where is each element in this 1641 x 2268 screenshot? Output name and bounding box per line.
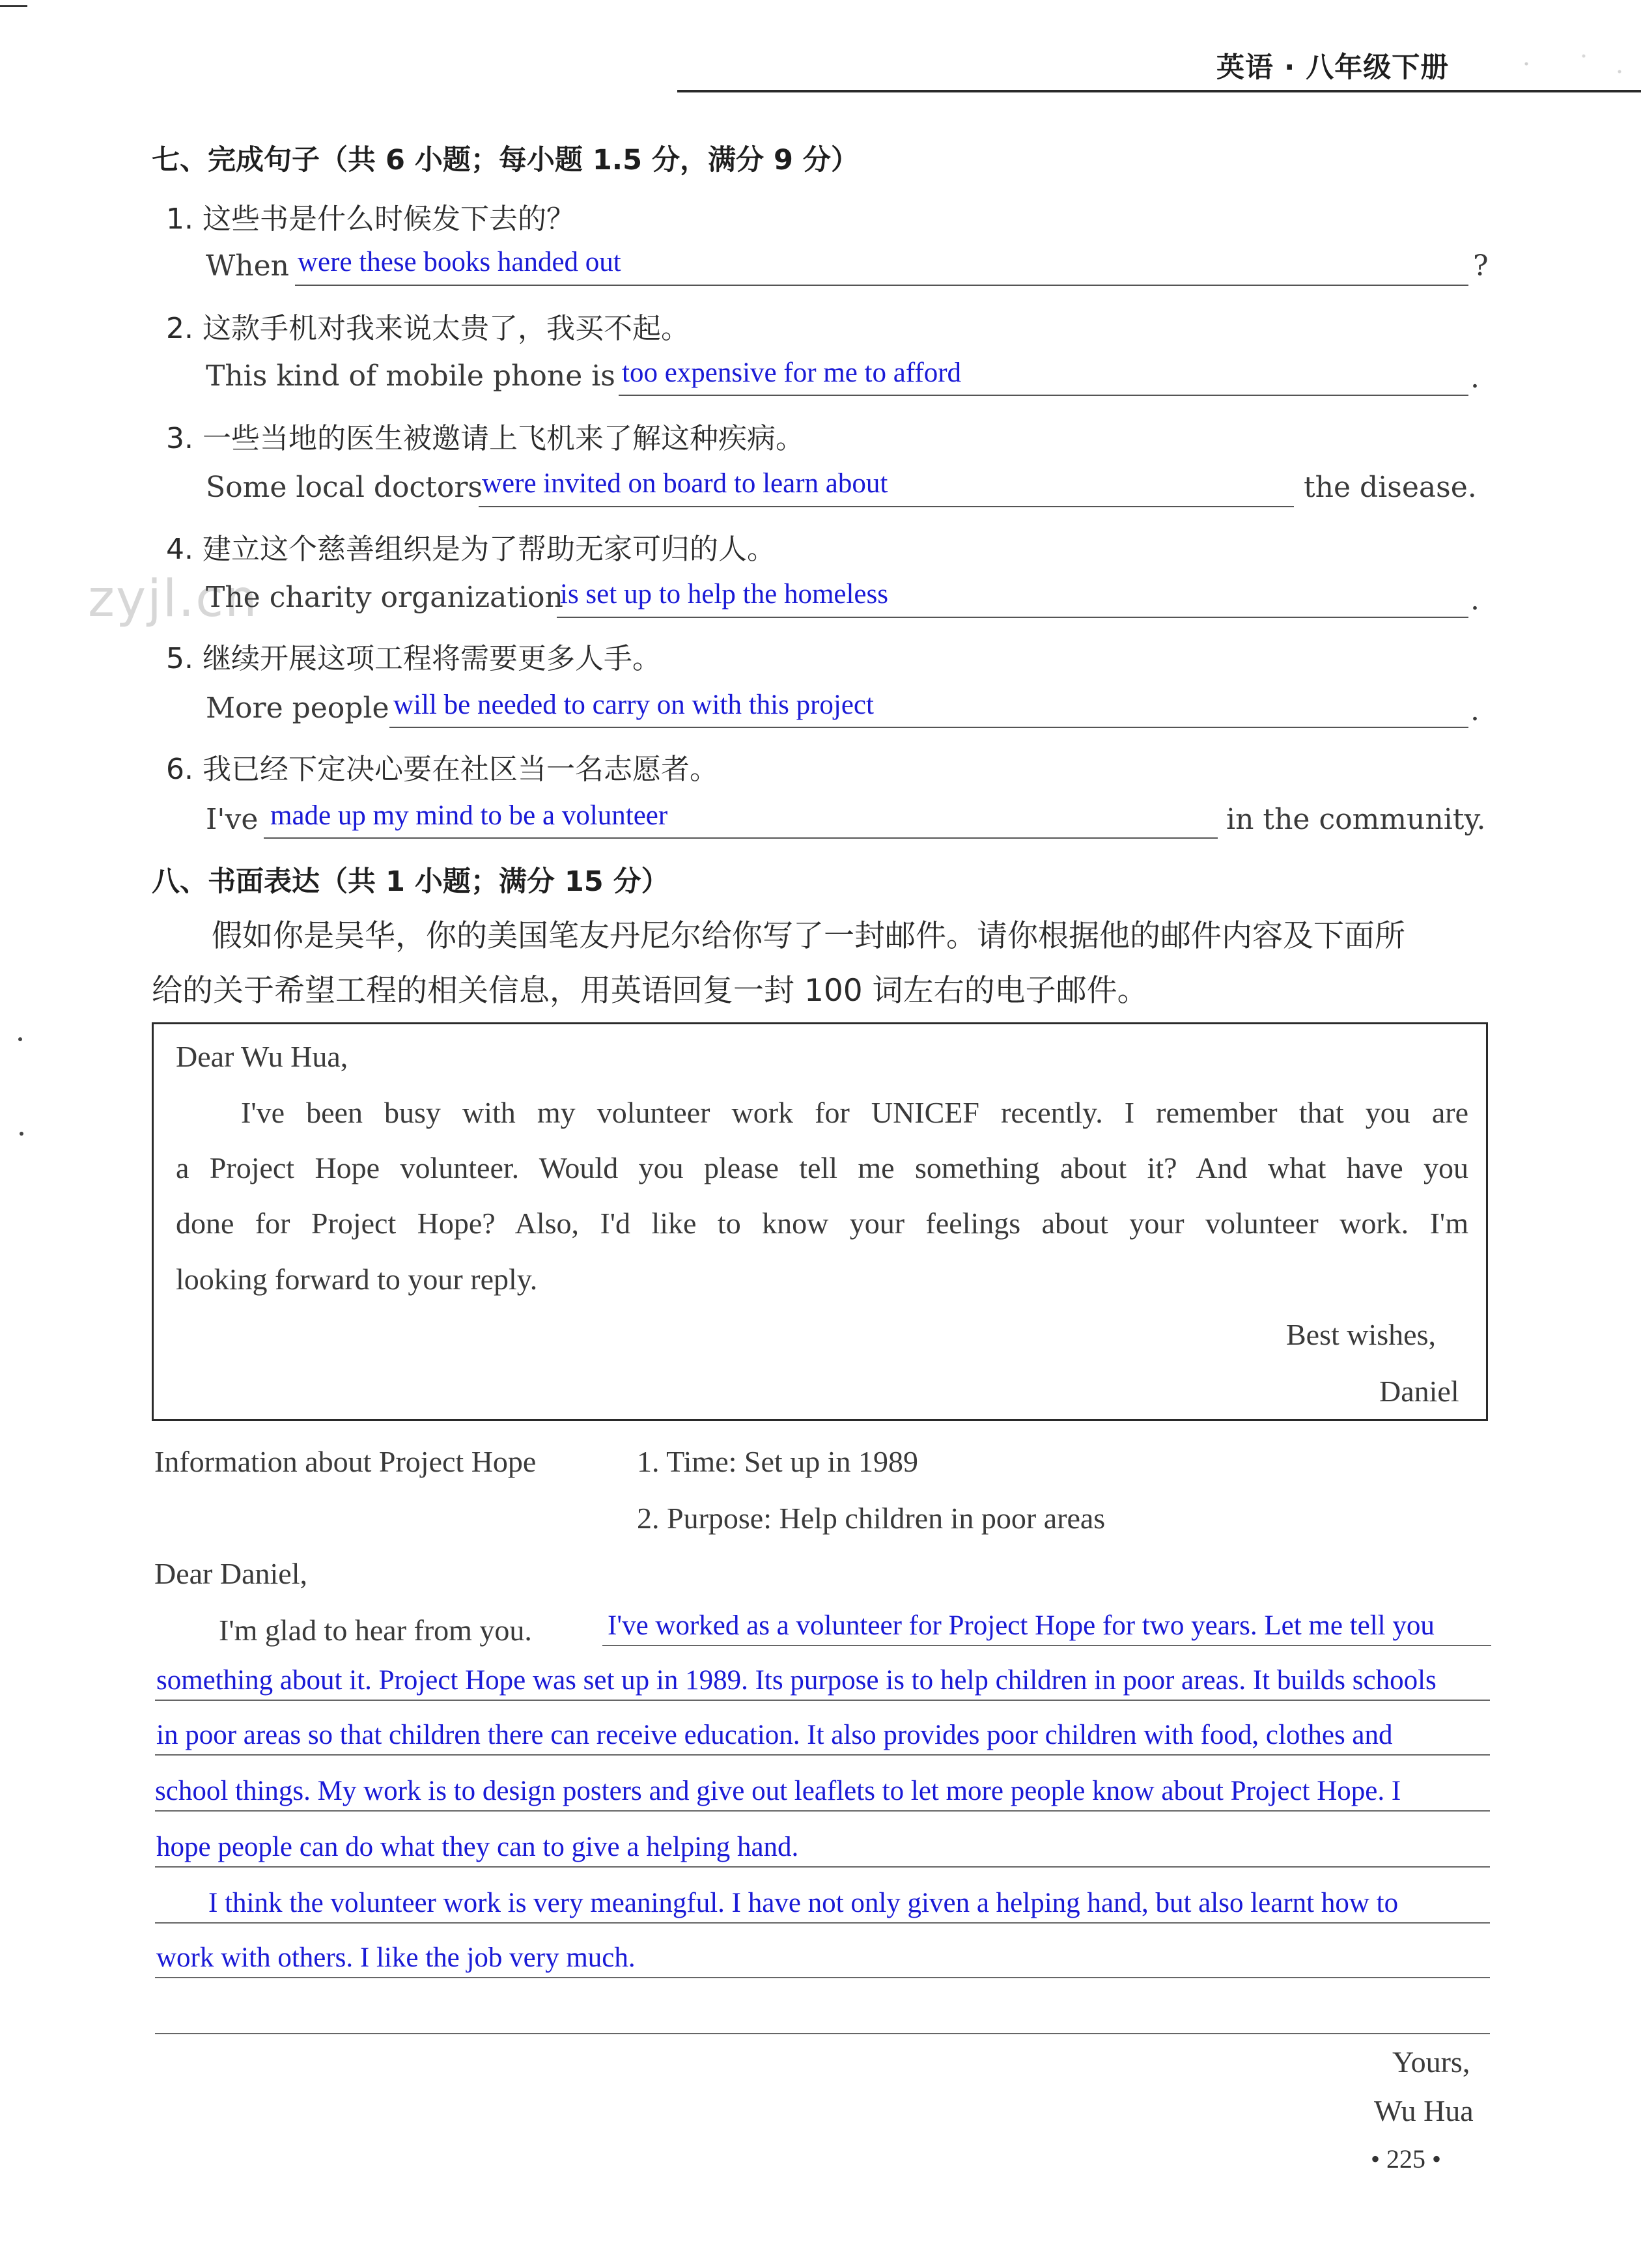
- question-5-suffix: .: [1470, 694, 1480, 727]
- reply-answer-line: in poor areas so that children there can receive education. It also provides poor children with food, clothes and: [156, 1720, 1393, 1750]
- question-4-prefix: The charity organization: [206, 581, 563, 614]
- answer-underline: [264, 837, 1218, 839]
- writing-line: [155, 1922, 1490, 1924]
- question-1-prefix: When: [206, 249, 289, 283]
- info-time: 1. Time: Set up in 1989: [637, 1445, 918, 1478]
- reply-closing: Yours,: [1392, 2045, 1470, 2079]
- answer-underline: [295, 285, 1468, 286]
- question-1-answer: were these books handed out: [298, 247, 621, 277]
- answer-underline: [479, 506, 1294, 507]
- reply-signature: Wu Hua: [1374, 2094, 1474, 2127]
- question-3-suffix: the disease.: [1304, 471, 1477, 504]
- watermark: zyjl.cn: [88, 570, 259, 628]
- writing-prompt-line-2: 给的关于希望工程的相关信息，用英语回复一封 100 词左右的电子邮件。: [152, 973, 1148, 1009]
- letter-greeting: Dear Wu Hua,: [176, 1040, 348, 1073]
- question-1-chinese: 1. 这些书是什么时候发下去的？: [166, 203, 575, 236]
- page-number: • 225 •: [1371, 2144, 1442, 2174]
- question-6-suffix: in the community.: [1226, 803, 1486, 836]
- question-5-chinese: 5. 继续开展这项工程将需要更多人手。: [166, 642, 661, 675]
- question-3-chinese: 3. 一些当地的医生被邀请上飞机来了解这种疾病。: [166, 422, 804, 455]
- writing-line: [155, 1866, 1490, 1868]
- answer-underline: [389, 727, 1468, 728]
- question-3-prefix: Some local doctors: [206, 471, 483, 504]
- section-8-title: 八、书面表达（共 1 小题；满分 15 分）: [152, 865, 669, 898]
- running-header: 英语 · 八年级下册: [1216, 51, 1450, 84]
- question-4-chinese: 4. 建立这个慈善组织是为了帮助无家可归的人。: [166, 533, 776, 566]
- reply-greeting: Dear Daniel,: [154, 1557, 307, 1590]
- header-rule: [677, 90, 1641, 92]
- question-6-answer: made up my mind to be a volunteer: [270, 800, 668, 831]
- writing-line: [602, 1645, 1491, 1646]
- question-2-answer: too expensive for me to afford: [622, 357, 962, 388]
- question-2-suffix: .: [1470, 361, 1480, 395]
- scan-speckle: [1498, 44, 1641, 83]
- margin-dot: [20, 1132, 23, 1136]
- writing-prompt-line-1: 假如你是吴华，你的美国笔友丹尼尔给你写了一封邮件。请你根据他的邮件内容及下面所: [212, 918, 1405, 954]
- question-5-answer: will be needed to carry on with this project: [393, 690, 874, 720]
- writing-line: [155, 1700, 1490, 1701]
- question-3-answer: were invited on board to learn about: [482, 468, 888, 499]
- question-5-prefix: More people: [206, 692, 389, 725]
- writing-line: [155, 1754, 1490, 1756]
- reply-answer-line: school things. My work is to design posters and give out leaflets to let more people know about Project Hope. I: [155, 1776, 1401, 1806]
- question-2-chinese: 2. 这款手机对我来说太贵了，我买不起。: [166, 312, 690, 345]
- question-2-prefix: This kind of mobile phone is: [206, 359, 615, 393]
- reply-answer-line: I think the volunteer work is very meaningful. I have not only given a helping hand, but also learnt how to: [208, 1888, 1399, 1918]
- question-6-prefix: I've: [206, 803, 259, 836]
- letter-line: I've been busy with my volunteer work for UNICEF recently. I remember that you are: [241, 1096, 1468, 1129]
- info-purpose: 2. Purpose: Help children in poor areas: [637, 1502, 1106, 1535]
- writing-line: [155, 2033, 1490, 2034]
- writing-line: [155, 1810, 1490, 1812]
- answer-underline: [557, 617, 1468, 618]
- writing-line: [155, 1977, 1490, 1978]
- reply-opening: I'm glad to hear from you.: [219, 1614, 532, 1647]
- letter-signature: Daniel: [1379, 1375, 1459, 1408]
- letter-line: a Project Hope volunteer. Would you please tell me something about it? And what have you: [176, 1151, 1468, 1184]
- question-4-suffix: .: [1470, 583, 1480, 617]
- letter-line: done for Project Hope? Also, I'd like to know your feelings about your volunteer work. I'm: [176, 1207, 1468, 1240]
- question-6-chinese: 6. 我已经下定决心要在社区当一名志愿者。: [166, 753, 718, 786]
- letter-closing: Best wishes,: [1286, 1318, 1436, 1351]
- question-4-answer: is set up to help the homeless: [560, 579, 888, 609]
- letter-line: looking forward to your reply.: [176, 1263, 538, 1296]
- reply-answer-line: hope people can do what they can to give a helping hand.: [156, 1832, 799, 1862]
- corner-mark: [0, 5, 27, 7]
- reply-answer-line: work with others. I like the job very much.: [156, 1942, 636, 1973]
- reply-answer-line: I've worked as a volunteer for Project Hope for two years. Let me tell you: [608, 1610, 1435, 1641]
- info-label: Information about Project Hope: [154, 1445, 537, 1478]
- reply-answer-line: something about it. Project Hope was set up in 1989. Its purpose is to help children in poor areas. It builds schools: [156, 1665, 1437, 1696]
- answer-underline: [619, 395, 1468, 396]
- question-1-suffix: ?: [1473, 249, 1489, 283]
- section-7-title: 七、完成句子（共 6 小题；每小题 1.5 分，满分 9 分）: [152, 144, 859, 176]
- margin-dot: [18, 1037, 22, 1041]
